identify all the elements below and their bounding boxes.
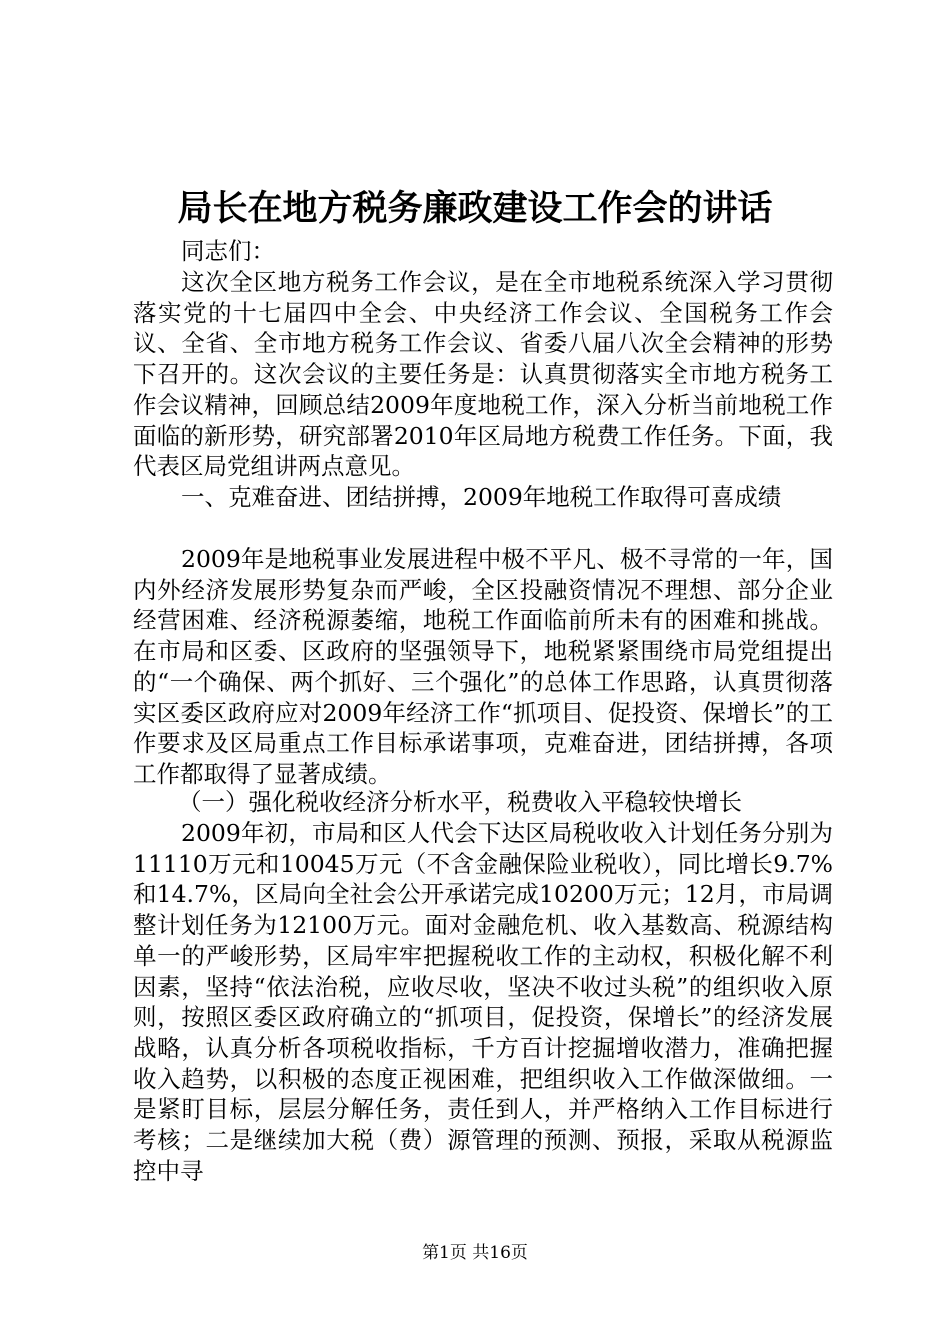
section-heading-1 [133, 482, 833, 513]
subsection-heading-1 [133, 787, 833, 818]
subsection-1-paragraph [133, 818, 833, 1186]
section-1-paragraph [133, 544, 833, 790]
subsection-heading-1-text: （一）强化税收经济分析水平，税费收入平稳较快增长 [178, 788, 742, 816]
section-heading-1-text: 一、克难奋进、团结拼搏，2009年地税工作取得可喜成绩 [181, 483, 782, 511]
salutation [133, 236, 833, 267]
intro-text: 这次全区地方税务工作会议，是在全市地税系统深入学习贯彻落实党的十七届四中全会、中央经济工作会议、全国税务工作会议、全省、全市地方税务工作会议、省委八届八次全会精神的形势下召开的。这次会议的主要任务是：认真贯彻落实全市地方税务工作会议精神，回顾总结2009年度地税工作，深入分析当前地税工作面临的新形势，研究部署2010年区局地方税费工作任务。下面，我代表区局党组讲两点意见。 [133, 268, 833, 481]
subsection-1-paragraph-text: 2009年初，市局和区人代会下达区局税收收入计划任务分别为11110万元和10045万元（不含金融保险业税收），同比增长9.7%和14.7%，区局向全社会公开承诺完成10200万元；12月，市局调整计划任务为12100万元。面对金融危机、收入基数高、税源结构单一的严峻形势，区局牢牢把握税收工作的主动权，积极化解不利因素，坚持“依法治税，应收尽收，坚决不收过头税”的组织收入原则，按照区委区政府确立的“抓项目，促投资，保增长”的经济发展战略，认真分析各项税收指标，千方百计挖掘增收潜力，准确把握收入趋势，以积极的态度正视困难，把组织收入工作做深做细。一是紧盯目标，层层分解任务，责任到人，并严格纳入工作目标进行考核；二是继续加大税（费）源管理的预测、预报，采取从税源监控中寻 [133, 819, 833, 1185]
document-title: 局长在地方税务廉政建设工作会的讲话 [177, 188, 773, 229]
page-number-footer: 第1页 共16页 [422, 1243, 528, 1263]
section-1-paragraph-text: 2009年是地税事业发展进程中极不平凡、极不寻常的一年，国内外经济发展形势复杂而严峻，全区投融资情况不理想、部分企业经营困难、经济税源萎缩，地税工作面临前所未有的困难和挑战。在市局和区委、区政府的坚强领导下，地税紧紧围绕市局党组提出的“一个确保、两个抓好、三个强化”的总体工作思路，认真贯彻落实区委区政府应对2009年经济工作“抓项目、促投资、保增长”的工作要求及区局重点工作目标承诺事项，克难奋进，团结拼搏，各项工作都取得了显著成绩。 [133, 545, 833, 788]
salutation-text: 同志们： [181, 237, 275, 265]
intro-paragraph [133, 267, 833, 482]
